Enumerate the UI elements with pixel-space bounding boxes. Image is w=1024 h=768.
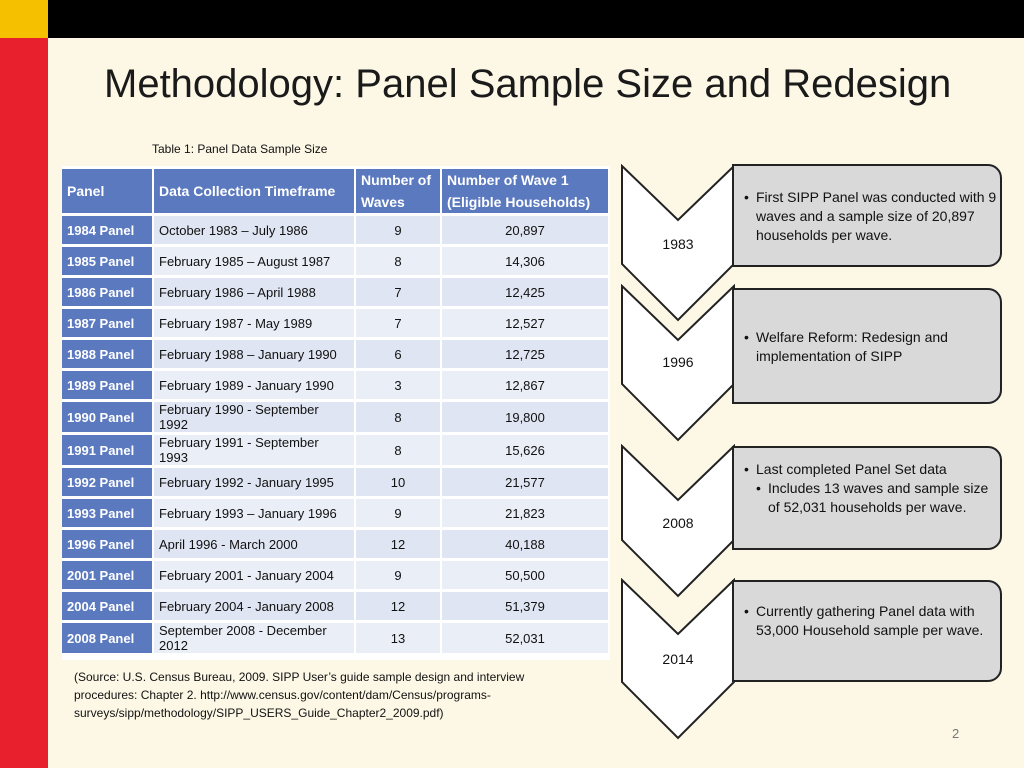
timeline-year: 1996 (662, 354, 694, 370)
header-households: Number of Wave 1 (Eligible Households) (442, 169, 610, 213)
timeline-chevron-1 (620, 284, 736, 442)
cell-households: 52,031 (442, 623, 610, 653)
cell-households: 12,425 (442, 278, 610, 306)
cell-households: 21,577 (442, 468, 610, 496)
timeline-chevron-2 (620, 444, 736, 598)
slide-title: Methodology: Panel Sample Size and Redesign (104, 62, 952, 106)
cell-panel: 1988 Panel (62, 340, 154, 368)
cell-timeframe: February 1988 – January 1990 (154, 340, 356, 368)
cell-timeframe: February 2001 - January 2004 (154, 561, 356, 589)
cell-timeframe: February 1992 - January 1995 (154, 468, 356, 496)
cell-panel: 1992 Panel (62, 468, 154, 496)
cell-panel: 2001 Panel (62, 561, 154, 589)
timeline-bullet: • First SIPP Panel was conducted with 9 waves and a sample size of 20,897 households per wave. (734, 188, 1000, 245)
header-panel: Panel (62, 169, 154, 213)
header-waves: Number of Waves (356, 169, 442, 213)
cell-timeframe: February 1987 - May 1989 (154, 309, 356, 337)
cell-households: 12,527 (442, 309, 610, 337)
table-header-row (62, 169, 610, 213)
cell-panel: 2008 Panel (62, 623, 154, 653)
timeline-note-box (732, 288, 1002, 404)
cell-panel: 1989 Panel (62, 371, 154, 399)
cell-timeframe: February 1993 – January 1996 (154, 499, 356, 527)
cell-waves: 6 (356, 340, 442, 368)
table-row (62, 592, 610, 620)
cell-households: 19,800 (442, 402, 610, 432)
left-bar (0, 38, 48, 768)
timeline-year: 2014 (662, 651, 694, 667)
cell-households: 12,725 (442, 340, 610, 368)
cell-panel: 1986 Panel (62, 278, 154, 306)
source-note: (Source: U.S. Census Bureau, 2009. SIPP User’s guide sample design and interview procedures: Chapter 2. http://www.census.gov/content/dam/Census/programs-surveys/sipp/methodology/SIPP_USERS_Guide_Chapter2_2009.pdf) (74, 670, 525, 720)
timeline-bullet: • Last completed Panel Set data (734, 460, 1000, 479)
table-row (62, 468, 610, 496)
cell-waves: 8 (356, 435, 442, 465)
cell-waves: 9 (356, 561, 442, 589)
cell-households: 21,823 (442, 499, 610, 527)
cell-households: 20,897 (442, 216, 610, 244)
table-row (62, 309, 610, 337)
timeline-bullet: • Welfare Reform: Redesign and implementation of SIPP (734, 328, 1000, 366)
timeline-note-box (732, 446, 1002, 550)
cell-timeframe: October 1983 – July 1986 (154, 216, 356, 244)
cell-timeframe: April 1996 - March 2000 (154, 530, 356, 558)
table-row (62, 247, 610, 275)
cell-households: 40,188 (442, 530, 610, 558)
cell-timeframe: February 1986 – April 1988 (154, 278, 356, 306)
cell-households: 14,306 (442, 247, 610, 275)
cell-timeframe: February 1989 - January 1990 (154, 371, 356, 399)
table-row (62, 499, 610, 527)
cell-panel: 1984 Panel (62, 216, 154, 244)
table-row (62, 278, 610, 306)
header-timeframe: Data Collection Timeframe (154, 169, 356, 213)
top-bar (0, 0, 1024, 38)
cell-waves: 7 (356, 309, 442, 337)
timeline-note-box (732, 580, 1002, 682)
table-row (62, 623, 610, 653)
cell-panel: 1993 Panel (62, 499, 154, 527)
page-number: 2 (952, 726, 960, 741)
cell-waves: 9 (356, 499, 442, 527)
cell-households: 12,867 (442, 371, 610, 399)
cell-waves: 13 (356, 623, 442, 653)
table-caption: Table 1: Panel Data Sample Size (152, 142, 328, 156)
table-row (62, 435, 610, 465)
table-row (62, 371, 610, 399)
cell-waves: 8 (356, 402, 442, 432)
cell-timeframe: February 2004 - January 2008 (154, 592, 356, 620)
cell-panel: 1987 Panel (62, 309, 154, 337)
cell-panel: 1985 Panel (62, 247, 154, 275)
cell-timeframe: September 2008 - December 2012 (154, 623, 356, 653)
cell-panel: 1990 Panel (62, 402, 154, 432)
timeline-bullets (734, 328, 1000, 366)
table-row (62, 216, 610, 244)
cell-waves: 9 (356, 216, 442, 244)
sample-size-table-wrap (62, 166, 610, 660)
table-row (62, 340, 610, 368)
corner-accent (0, 0, 48, 38)
timeline-bullet: • Includes 13 waves and sample size of 52,031 households per wave. (734, 479, 1000, 517)
cell-waves: 8 (356, 247, 442, 275)
cell-timeframe: February 1990 - September 1992 (154, 402, 356, 432)
sample-size-table (62, 166, 610, 656)
cell-waves: 12 (356, 530, 442, 558)
cell-timeframe: February 1985 – August 1987 (154, 247, 356, 275)
cell-waves: 7 (356, 278, 442, 306)
timeline-bullets (734, 460, 1000, 517)
timeline-bullets (734, 602, 1000, 640)
timeline-year: 2008 (662, 515, 694, 531)
timeline-bullet: • Currently gathering Panel data with 53,000 Household sample per wave. (734, 602, 1000, 640)
table-row (62, 530, 610, 558)
timeline-year: 1983 (662, 236, 694, 252)
cell-panel: 1991 Panel (62, 435, 154, 465)
cell-households: 50,500 (442, 561, 610, 589)
timeline-bullets (734, 188, 1000, 245)
cell-panel: 2004 Panel (62, 592, 154, 620)
cell-households: 15,626 (442, 435, 610, 465)
cell-waves: 10 (356, 468, 442, 496)
cell-panel: 1996 Panel (62, 530, 154, 558)
cell-households: 51,379 (442, 592, 610, 620)
cell-waves: 12 (356, 592, 442, 620)
timeline-chevron-3 (620, 578, 736, 740)
cell-waves: 3 (356, 371, 442, 399)
timeline-note-box (732, 164, 1002, 267)
table-row (62, 402, 610, 432)
cell-timeframe: February 1991 - September 1993 (154, 435, 356, 465)
table-row (62, 561, 610, 589)
